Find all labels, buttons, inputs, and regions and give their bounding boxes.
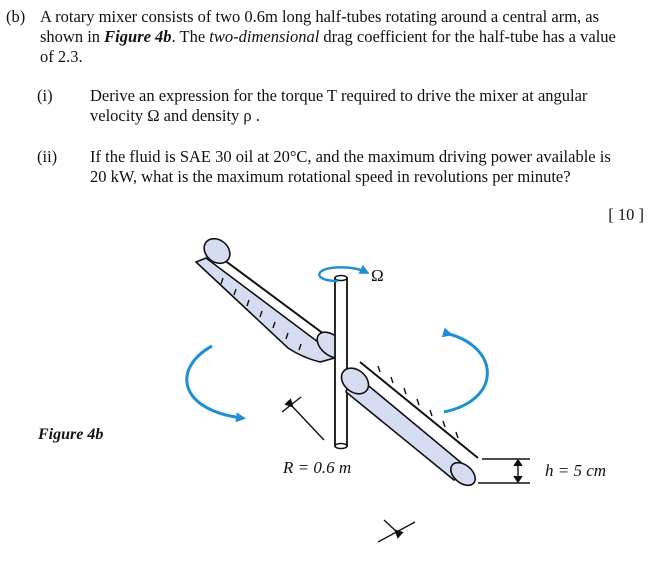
intro-line-1: A rotary mixer consists of two 0.6m long half-tubes rotating around a central arm, as [40,7,600,26]
central-shaft [335,276,347,449]
upper-half-tube [196,234,350,363]
figure-caption: Figure 4b [38,426,104,443]
sub-question-i-line-2: velocity Ω and density ρ . [90,106,260,125]
sub-question-i-line-1: Derive an expression for the torque T required to drive the mixer at angular [90,86,588,105]
intro-line-2-suffix: drag coefficient for the half-tube has a value [319,27,616,46]
part-label: (b) [6,7,26,26]
rotation-arrow-left [187,346,242,418]
omega-label: Ω [371,266,384,285]
sub-question-ii-line-1: If the fluid is SAE 30 oil at 20°C, and the maximum driving power available is [90,147,611,166]
intro-line-3: of 2.3. [40,47,83,66]
intro-line-2-mid: . The [171,27,210,46]
emphasis-term: two-dimensional [209,27,320,46]
sub-question-ii-line-2: 20 kW, what is the maximum rotational speed in revolutions per minute? [90,167,571,186]
radius-label: R = 0.6 m [283,458,352,477]
rotation-arrow-right [444,334,487,412]
height-dimension [478,459,530,483]
figure-reference: Figure 4b [104,27,172,46]
lower-half-tube [336,362,479,490]
sub-question-i-label: (i) [37,86,53,105]
height-label: h = 5 cm [545,461,607,480]
intro-line-2-prefix: shown in [40,27,105,46]
sub-question-ii-label: (ii) [37,147,58,166]
marks-label: [ 10 ] [608,205,644,224]
